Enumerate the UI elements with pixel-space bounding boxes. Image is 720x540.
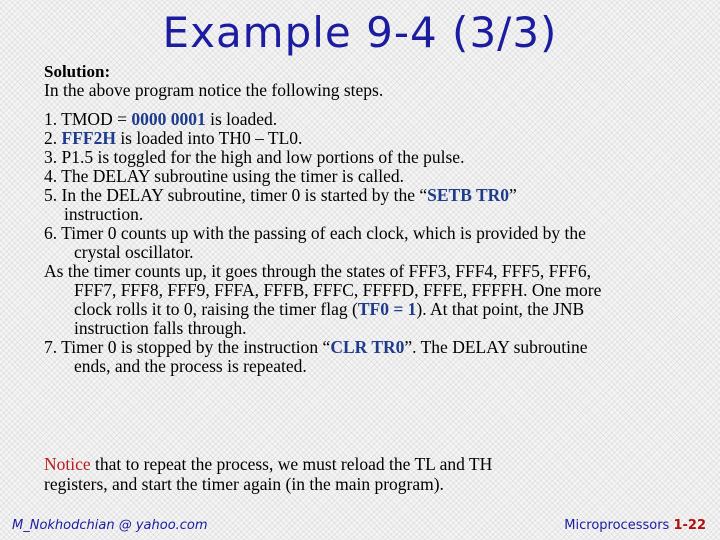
step-2: 2. FFF2H is loaded into TH0 – TL0. (44, 128, 303, 148)
tf0-value: TF0 = 1 (357, 299, 417, 319)
load-value: FFF2H (61, 128, 116, 148)
timer-counts-paragraph: As the timer counts up, it goes through the states of FFF3, FFF4, FFF5, FFF6, (44, 261, 591, 281)
slide-body (44, 62, 684, 376)
step-7: 7. Timer 0 is stopped by the instruction “CLR TR0”. The DELAY subroutine (44, 337, 588, 357)
clr-instruction: CLR TR0 (330, 337, 405, 357)
timer-flag-line: clock rolls it to 0, raising the timer flag (TF0 = 1). At that point, the JNB (74, 299, 585, 319)
step-6-continued: crystal oscillator. (74, 242, 194, 262)
notice-word: Notice (44, 454, 91, 474)
step-5: 5. In the DELAY subroutine, timer 0 is started by the “SETB TR0” (44, 185, 517, 205)
jnb-line: instruction falls through. (74, 318, 247, 338)
step-5-continued: instruction. (64, 204, 144, 224)
intro-text: In the above program notice the following steps. (44, 80, 384, 100)
solution-label: Solution: (44, 62, 111, 81)
slide-title: Example 9-4 (3/3) (162, 8, 558, 57)
step-6: 6. Timer 0 counts up with the passing of each clock, which is provided by the (44, 223, 586, 243)
footer-course: Microprocessors 1-22 (564, 518, 706, 533)
tmod-value: 0000 0001 (131, 109, 206, 129)
footer-author: M_Nokhodchian @ yahoo.com (12, 518, 208, 533)
timer-states-line: FFF7, FFF8, FFF9, FFFA, FFFB, FFFC, FFFFD, FFFE, FFFFH. One more (74, 280, 602, 300)
notice-paragraph: Notice that to repeat the process, we must reload the TL and TH registers, and start the timer again (in the main program). (44, 454, 493, 494)
step-4: 4. The DELAY subroutine using the timer is called. (44, 166, 404, 186)
page-number: 1-22 (673, 518, 706, 533)
step-7-continued: ends, and the process is repeated. (74, 356, 307, 376)
step-3: 3. P1.5 is toggled for the high and low portions of the pulse. (44, 147, 465, 167)
setb-instruction: SETB TR0 (427, 185, 510, 205)
step-1: 1. TMOD = 0000 0001 is loaded. (44, 109, 278, 129)
